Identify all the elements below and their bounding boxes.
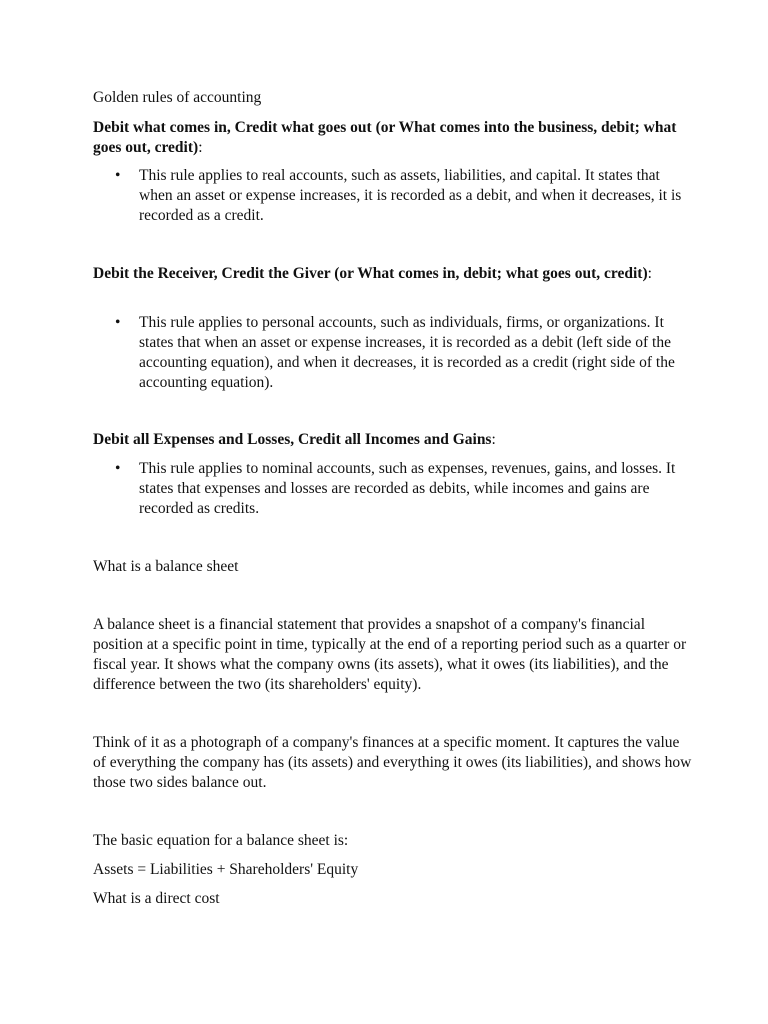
rule-2-bullet: • (115, 314, 121, 331)
equation-intro: The basic equation for a balance sheet is: (93, 832, 349, 849)
rule-3-bullet: • (115, 460, 121, 477)
rule-2-description: This rule applies to personal accounts, such as individuals, firms, or organizations. It states that when an asset or expense increases, it is recorded as a debit (left side of the accounting equation), and when it decreases, it is recorded as a credit (right side of the accounting equation). (139, 314, 675, 391)
rule-1-heading-colon: : (198, 139, 203, 156)
rule-3-heading (93, 430, 693, 450)
rule-3-heading-colon: : (491, 431, 496, 448)
balance-sheet-equation: Assets = Liabilities + Shareholders' Equity (93, 861, 359, 878)
rule-3-description: This rule applies to nominal accounts, such as expenses, revenues, gains, and losses. It states that expenses and losses are recorded as debits, while incomes and gains are recorded as credits. (139, 460, 676, 517)
rule-1-heading (93, 118, 693, 158)
direct-cost-heading: What is a direct cost (93, 890, 220, 907)
rule-1-heading-text: Debit what comes in, Credit what goes out (or What comes into the business, debit; what goes out, credit) (93, 119, 677, 156)
balance-sheet-heading: What is a balance sheet (93, 558, 239, 575)
rule-2-heading-text: Debit the Receiver, Credit the Giver (or What comes in, debit; what goes out, credit) (93, 265, 648, 282)
rule-3-heading-text: Debit all Expenses and Losses, Credit all Incomes and Gains (93, 431, 492, 448)
balance-sheet-paragraph-2: Think of it as a photograph of a company's finances at a specific moment. It captures the value of everything the company has (its assets) and everything it owes (its liabilities), and shows how those two sides balance out. (93, 734, 692, 791)
rule-1-description: This rule applies to real accounts, such as assets, liabilities, and capital. It states that when an asset or expense increases, it is recorded as a debit, and when it decreases, it is recorded as a credit. (139, 167, 682, 224)
rule-2-heading-colon: : (647, 265, 652, 282)
rule-2-heading (93, 264, 693, 284)
rule-1-bullet: • (115, 167, 121, 184)
document-title: Golden rules of accounting (93, 89, 262, 106)
balance-sheet-paragraph-1: A balance sheet is a financial statement that provides a snapshot of a company's financial position at a specific point in time, typically at the end of a reporting period such as a quarter or fiscal year. It shows what the company owns (its assets), what it owes (its liabilities), and the difference between the two (its shareholders' equity). (93, 616, 687, 693)
